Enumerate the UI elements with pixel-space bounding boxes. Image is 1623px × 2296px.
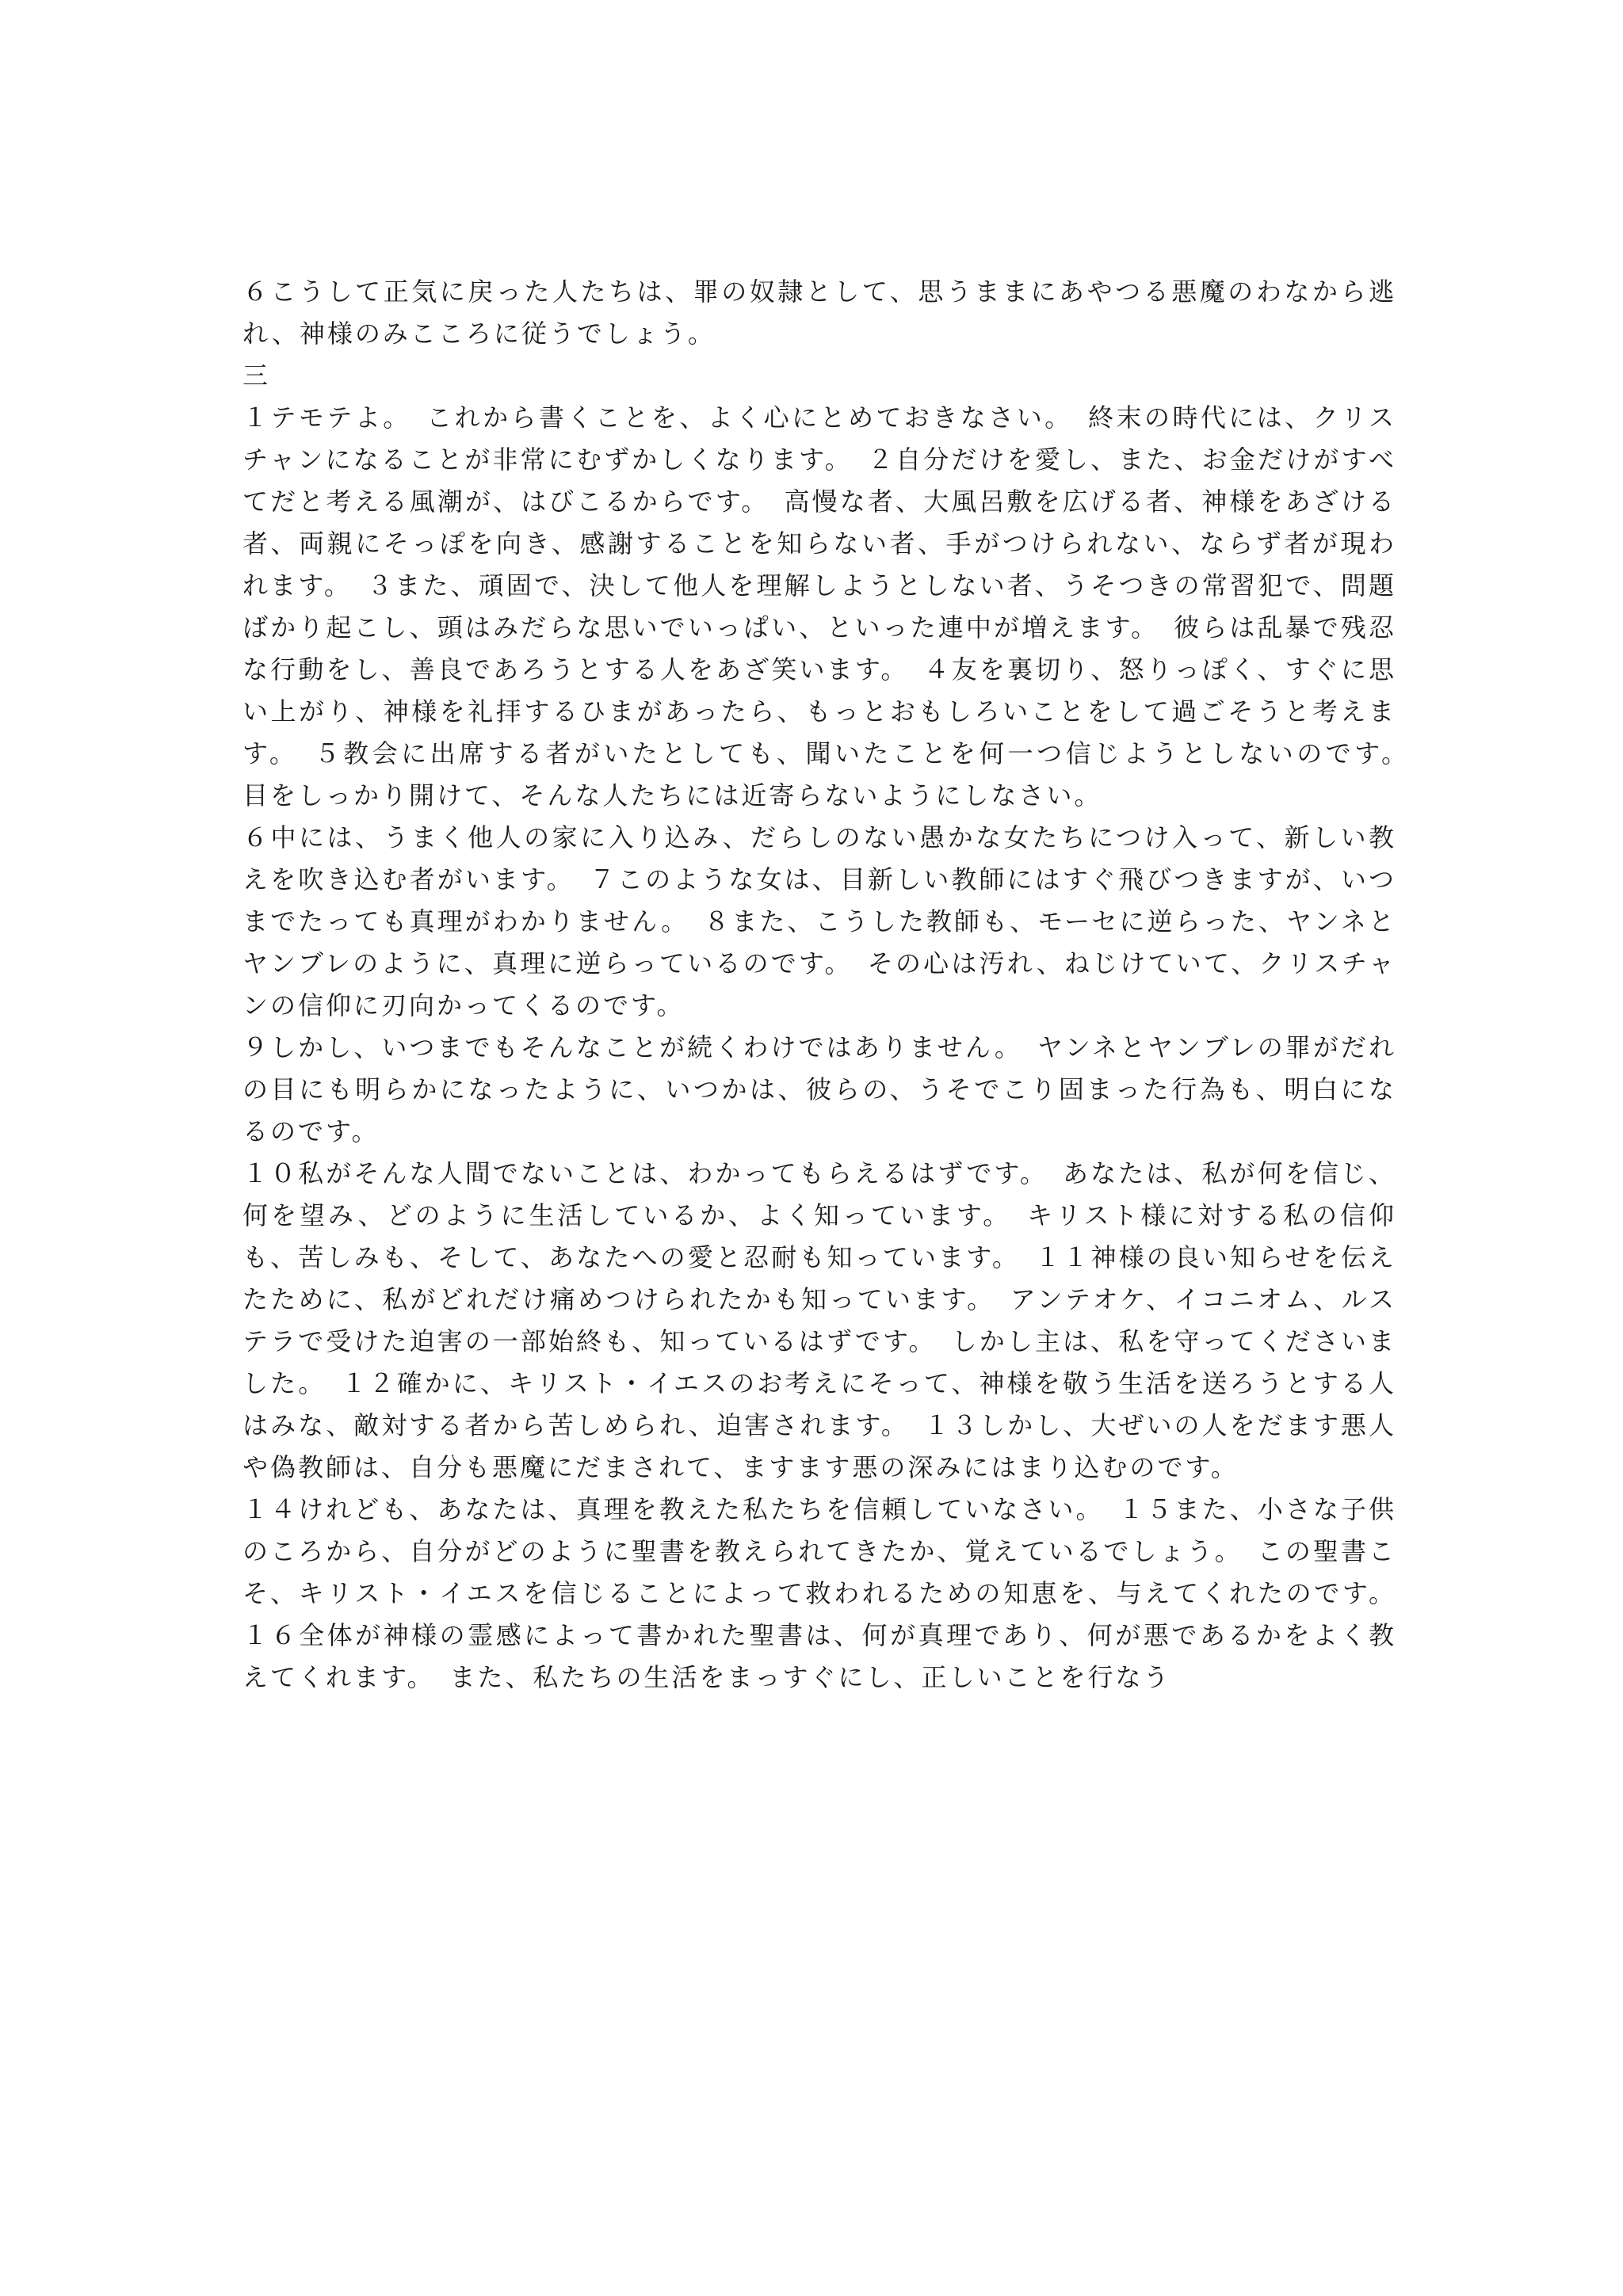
paragraph-verses-1-5: １テモテよ。 これから書くことを、よく心にとめておきなさい。 終末の時代には、クリスチャンになることが非常にむずかしくなります。 ２自分だけを愛し、また、お金だけがすべてだと考える風潮が、はびこるからです。 高慢な者、大風呂敷を広げる者、神様をあざける者、両親にそっぽを向き、感謝することを知らない者、手がつけられない、ならず者が現われます。 ３また、頑固で、決して他人を理解しようとしない者、うそつきの常習犯で、問題ばかり起こし、頭はみだらな思いでいっぱい、といった連中が増えます。 彼らは乱暴で残忍な行動をし、善良であろうとする人をあざ笑います。 ４友を裏切り、怒りっぽく、すぐに思い上がり、神様を礼拝するひまがあったら、もっとおもしろいことをして過ごそうと考えます。 ５教会に出席する者がいたとしても、聞いたことを何一つ信じようとしないのです。 目をしっかり開けて、そんな人たちには近寄らないようにしなさい。 [242,402,1425,810]
paragraph-verses-10-13: １０私がそんな人間でないことは、わかってもらえるはずです。 あなたは、私が何を信じ、何を望み、どのように生活しているか、よく知っています。 キリスト様に対する私の信仰も、苦しみも、そして、あなたへの愛と忍耐も知っています。 １１神様の良い知らせを伝えたために、私がどれだけ痛めつけられたかも知っています。 アンテオケ、イコニオム、ルステラで受けた迫害の一部始終も、知っているはずです。 しかし主は、私を守ってくださいました。 １２確かに、キリスト・イエスのお考えにそって、神様を敬う生活を送ろうとする人はみな、敵対する者から苦しめられ、迫害されます。 １３しかし、大ぜいの人をだます悪人や偽教師は、自分も悪魔にだまされて、ますます悪の深みにはまり込むのです。 [242,1158,1396,1482]
chapter-heading: 三 [242,360,271,391]
paragraph-verses-14-16: １４けれども、あなたは、真理を教えた私たちを信頼していなさい。 １５また、小さな子供のころから、自分がどのように聖書を教えられてきたか、覚えているでしょう。 この聖書こそ、キリスト・イエスを信じることによって救われるための知恵を、与えてくれたのです。１６全体が神様の霊感によって書かれた聖書は、何が真理であり、何が悪であるかをよく教えてくれます。 また、私たちの生活をまっすぐにし、正しいことを行なう [242,1494,1396,1692]
paragraph-verse-9: ９しかし、いつまでもそんなことが続くわけではありません。 ヤンネとヤンブレの罪がだれの目にも明らかになったように、いつかは、彼らの、うそでこり固まった行為も、明白になるのです。 [242,1032,1396,1146]
document-body [242,271,1425,1699]
paragraph-verse-6: ６こうして正気に戻った人たちは、罪の奴隷として、思うままにあやつる悪魔のわなから逃れ、神様のみこころに従うでしょう。 [242,277,1396,349]
paragraph-verses-6-8: ６中には、うまく他人の家に入り込み、だらしのない愚かな女たちにつけ入って、新しい教えを吹き込む者がいます。 ７このような女は、目新しい教師にはすぐ飛びつきますが、いつまでたっても真理がわかりません。 ８また、こうした教師も、モーセに逆らった、ヤンネとヤンブレのように、真理に逆らっているのです。 その心は汚れ、ねじけていて、クリスチャンの信仰に刃向かってくるのです。 [242,822,1396,1020]
